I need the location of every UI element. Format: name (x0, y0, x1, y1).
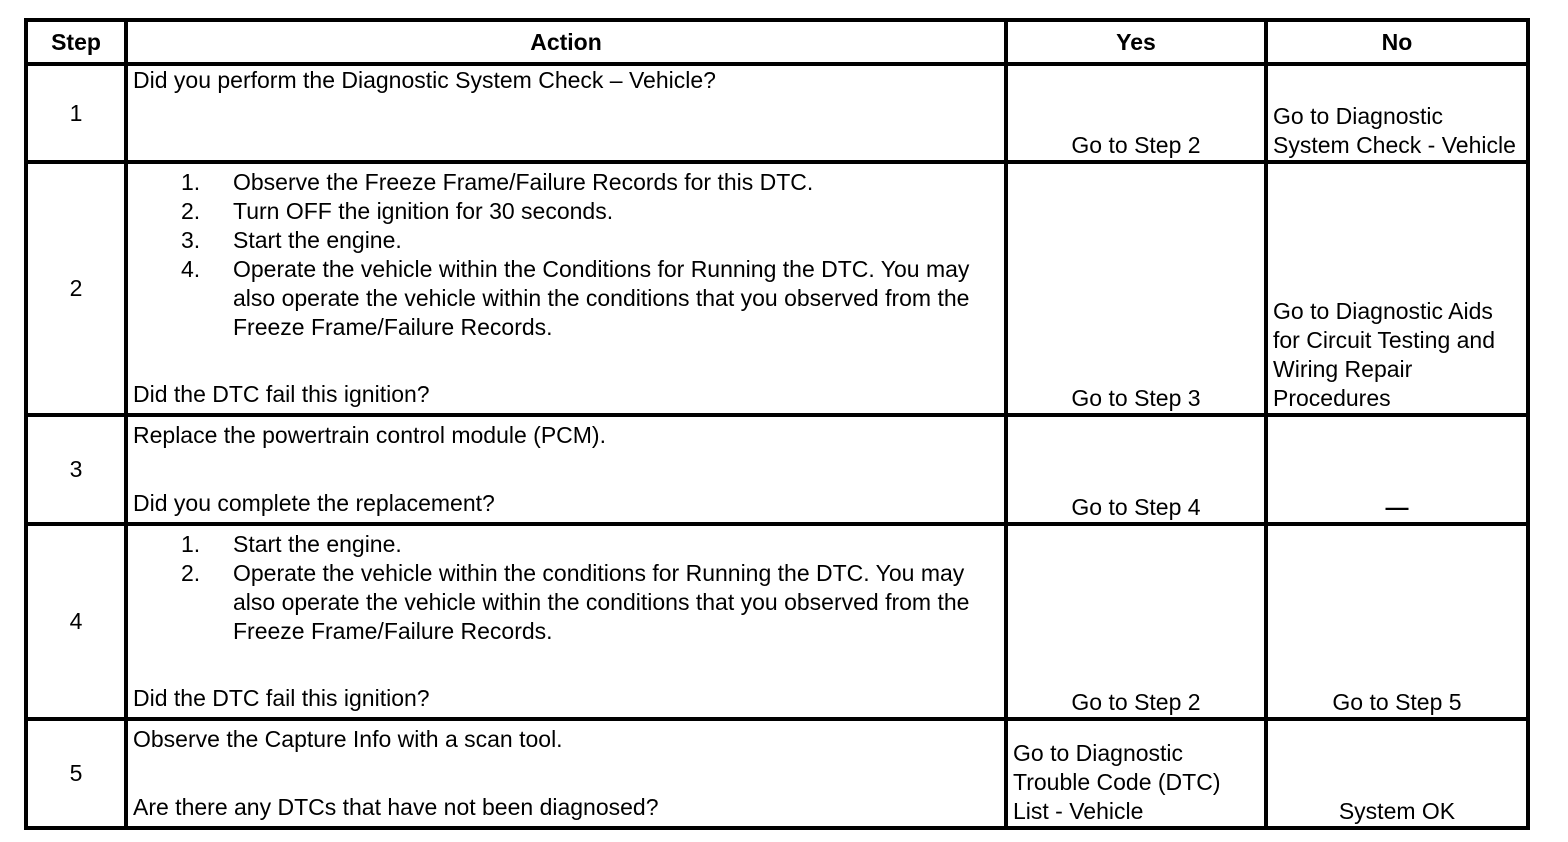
no-cell: — (1266, 415, 1528, 524)
list-item (181, 530, 999, 559)
step-number: 2 (26, 162, 126, 415)
yes-cell: Go to Step 2 (1006, 524, 1266, 719)
list-item (181, 168, 999, 197)
step-number: 4 (26, 524, 126, 719)
item-text: Operate the vehicle within the Conditions for Running the DTC. You may also operate the vehicle within the conditions that you observed from the Freeze Frame/Failure Records. (233, 256, 970, 340)
action-text: Observe the Capture Info with a scan tool. (133, 726, 563, 752)
list-item (181, 559, 999, 646)
diagnostic-table (24, 18, 1530, 830)
action-cell (126, 415, 1006, 524)
yes-cell: Go to Step 4 (1006, 415, 1266, 524)
table-row (26, 719, 1528, 828)
no-cell: Go to Step 5 (1266, 524, 1528, 719)
step-number: 1 (26, 64, 126, 162)
list-item (181, 197, 999, 226)
question-text: Did the DTC fail this ignition? (133, 685, 430, 711)
action-text: Replace the powertrain control module (PCM). (133, 422, 606, 448)
table-row (26, 415, 1528, 524)
item-number: 2. (181, 560, 201, 586)
table-row (26, 64, 1528, 162)
table-row (26, 524, 1528, 719)
item-text: Turn OFF the ignition for 30 seconds. (233, 198, 614, 224)
question-text: Did the DTC fail this ignition? (133, 381, 430, 407)
yes-cell: Go to Step 3 (1006, 162, 1266, 415)
item-text: Operate the vehicle within the conditions for Running the DTC. You may also operate the vehicle within the conditions that you observed from the Freeze Frame/Failure Records. (233, 560, 970, 644)
step-number: 5 (26, 719, 126, 828)
item-text: Start the engine. (233, 531, 402, 557)
instruction-list (133, 530, 999, 646)
yes-cell: Go to Step 2 (1006, 64, 1266, 162)
no-cell: Go to Diagnostic System Check - Vehicle (1266, 64, 1528, 162)
header-action: Action (126, 20, 1006, 64)
question-text: Are there any DTCs that have not been diagnosed? (133, 794, 659, 820)
instruction-list (133, 168, 999, 342)
list-item (181, 226, 999, 255)
action-text: Did you perform the Diagnostic System Check – Vehicle? (133, 67, 716, 93)
item-number: 1. (181, 169, 201, 195)
action-cell (126, 64, 1006, 162)
yes-cell: Go to Diagnostic Trouble Code (DTC) List - Vehicle (1006, 719, 1266, 828)
no-cell: System OK (1266, 719, 1528, 828)
step-number: 3 (26, 415, 126, 524)
item-number: 1. (181, 531, 201, 557)
item-number: 3. (181, 227, 201, 253)
header-step: Step (26, 20, 126, 64)
action-cell (126, 719, 1006, 828)
item-number: 2. (181, 198, 201, 224)
question-text: Did you complete the replacement? (133, 490, 495, 516)
item-text: Observe the Freeze Frame/Failure Records for this DTC. (233, 169, 814, 195)
table-row (26, 162, 1528, 415)
action-cell (126, 162, 1006, 415)
item-number: 4. (181, 256, 201, 282)
list-item (181, 255, 999, 342)
item-text: Start the engine. (233, 227, 402, 253)
header-yes: Yes (1006, 20, 1266, 64)
header-row (26, 20, 1528, 64)
header-no: No (1266, 20, 1528, 64)
no-cell: Go to Diagnostic Aids for Circuit Testing and Wiring Repair Procedures (1266, 162, 1528, 415)
action-cell (126, 524, 1006, 719)
